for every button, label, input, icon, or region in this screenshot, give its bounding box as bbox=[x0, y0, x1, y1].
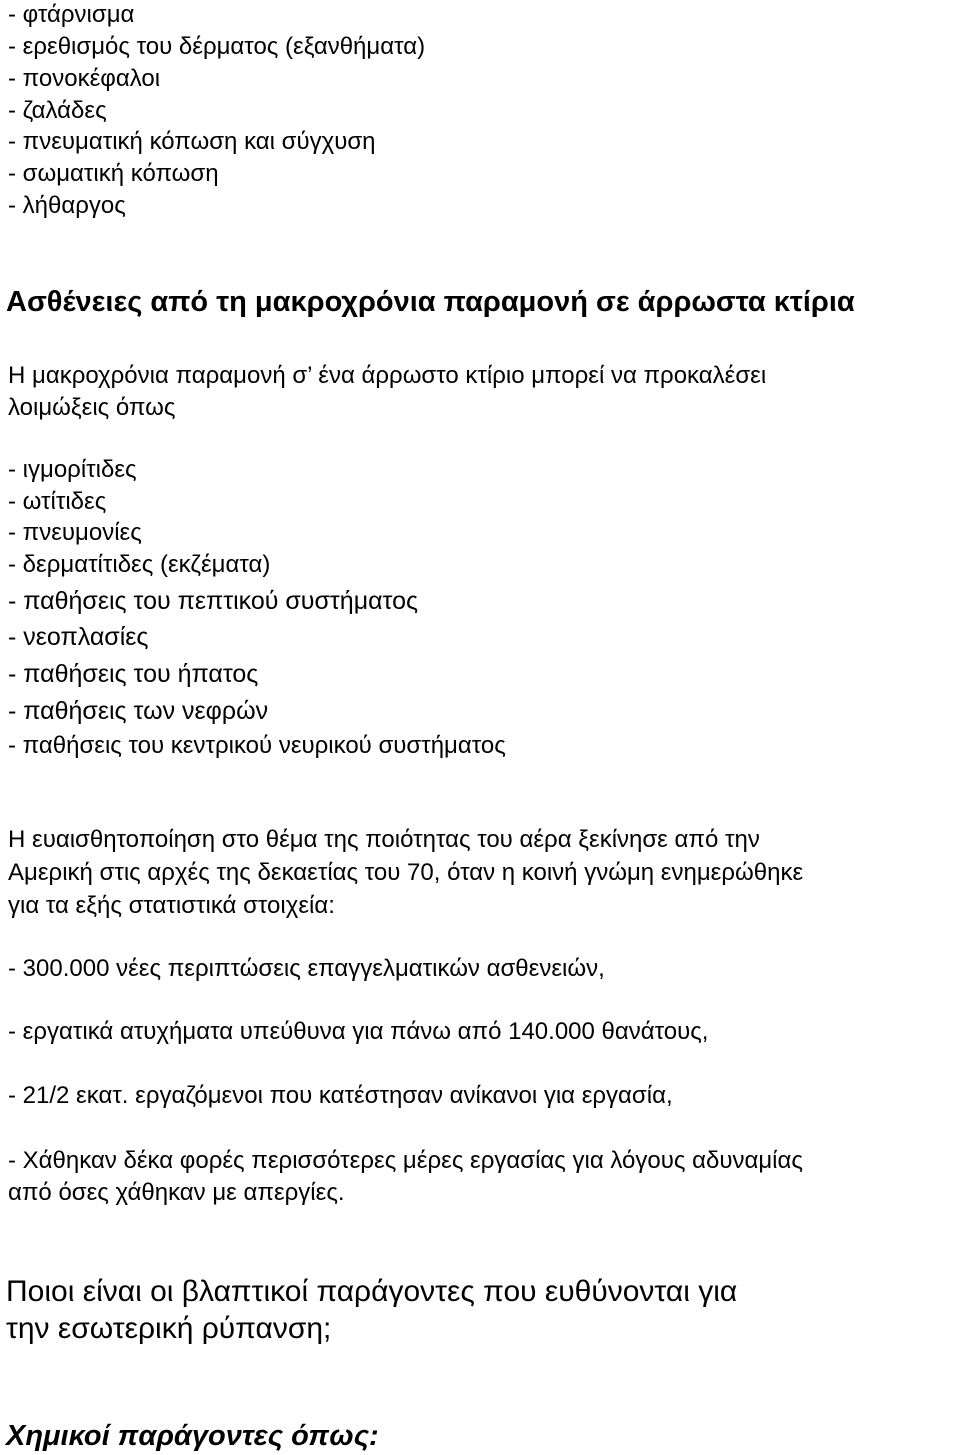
question-line: Ποιοι είναι οι βλαπτικοί παράγοντες που ευθύνονται για bbox=[6, 1275, 738, 1308]
infection-item: - παθήσεις του ήπατος bbox=[8, 660, 259, 688]
awareness-line: για τα εξής στατιστικά στοιχεία: bbox=[8, 892, 335, 919]
section-heading: Ασθένειες από τη μακροχρόνια παραμονή σε άρρωστα κτίρια bbox=[6, 286, 855, 318]
intro-line: λοιμώξεις όπως bbox=[8, 394, 176, 421]
symptom-item: - πονοκέφαλοι bbox=[8, 65, 161, 92]
stat-item: από όσες χάθηκαν με απεργίες. bbox=[8, 1179, 345, 1206]
infection-item: - πνευμονίες bbox=[8, 519, 142, 546]
infection-item: - παθήσεις του κεντρικού νευρικού συστήματος bbox=[8, 732, 506, 759]
infection-item: - ωτίτιδες bbox=[8, 488, 107, 515]
awareness-line: Η ευαισθητοποίηση στο θέμα της ποιότητας του αέρα ξεκίνησε από την bbox=[8, 826, 760, 853]
stat-item: - Χάθηκαν δέκα φορές περισσότερες μέρες εργασίας για λόγους αδυναμίας bbox=[8, 1147, 803, 1174]
symptom-item: - λήθαργος bbox=[8, 192, 126, 219]
symptom-item: - φτάρνισμα bbox=[8, 1, 135, 28]
infection-item: - παθήσεις των νεφρών bbox=[8, 697, 269, 725]
infection-item: - παθήσεις του πεπτικού συστήματος bbox=[8, 587, 419, 615]
symptom-item: - πνευματική κόπωση και σύγχυση bbox=[8, 128, 376, 155]
question-line: την εσωτερική ρύπανση; bbox=[6, 1312, 332, 1345]
symptom-item: - ερεθισμός του δέρματος (εξανθήματα) bbox=[8, 33, 426, 60]
stat-item: - 300.000 νέες περιπτώσεις επαγγελματικών ασθενειών, bbox=[8, 955, 605, 982]
infection-item: - νεοπλασίες bbox=[8, 623, 149, 651]
stat-item: - 21/2 εκατ. εργαζόμενοι που κατέστησαν ανίκανοι για εργασία, bbox=[8, 1082, 673, 1109]
intro-line: Η μακροχρόνια παραμονή σ’ ένα άρρωστο κτίριο μπορεί να προκαλέσει bbox=[8, 362, 767, 389]
symptom-item: - ζαλάδες bbox=[8, 97, 107, 124]
infection-item: - δερματίτιδες (εκζέματα) bbox=[8, 551, 271, 578]
stat-item: - εργατικά ατυχήματα υπεύθυνα για πάνω από 140.000 θανάτους, bbox=[8, 1018, 709, 1045]
symptom-item: - σωματική κόπωση bbox=[8, 160, 219, 187]
chemical-factors-heading: Χημικοί παράγοντες όπως: bbox=[6, 1420, 379, 1452]
awareness-line: Αμερική στις αρχές της δεκαετίας του 70, όταν η κοινή γνώμη ενημερώθηκε bbox=[8, 859, 804, 886]
infection-item: - ιγμορίτιδες bbox=[8, 456, 137, 483]
